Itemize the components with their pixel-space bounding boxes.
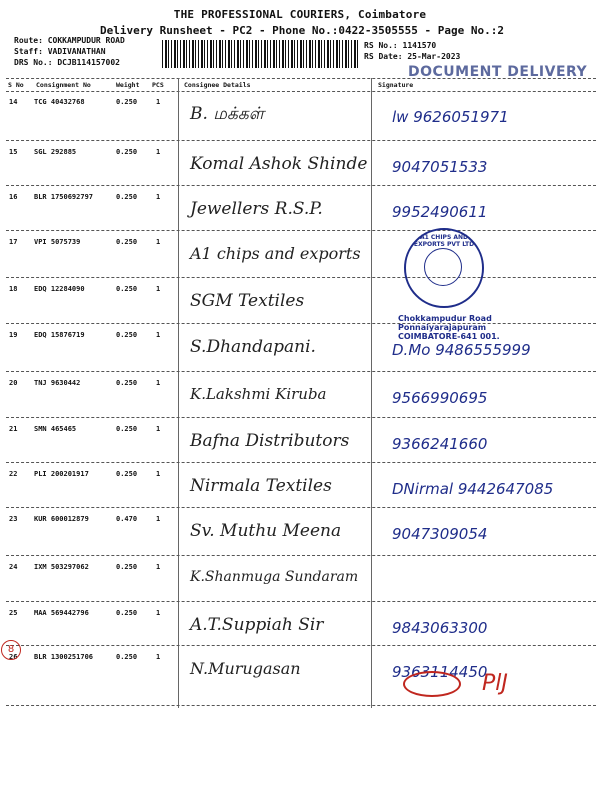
row-pcs: 1 xyxy=(156,563,161,571)
seal-inner-ring xyxy=(424,248,462,286)
row-pcs: 1 xyxy=(156,285,161,293)
row-consignment-no: IXM 503297062 xyxy=(34,563,89,571)
route-label: Route: COKKAMPUDUR ROAD xyxy=(14,36,125,45)
row-consignment-no: SMN 465465 xyxy=(34,425,77,433)
row-pcs: 1 xyxy=(156,238,161,246)
seal-text: A1 CHIPS AND EXPORTS PVT LTD xyxy=(413,234,475,248)
row-pcs: 1 xyxy=(156,331,161,339)
row-weight: 0.250 xyxy=(116,653,138,661)
row-sno: 25 xyxy=(9,609,18,617)
row-consignee: S.Dhandapani. xyxy=(190,337,316,357)
row-consignee: SGM Textiles xyxy=(190,291,305,311)
row-consignment-no: KUR 600012879 xyxy=(34,515,89,523)
row-divider xyxy=(6,140,596,141)
rs-number: RS No.: 1141570 xyxy=(364,41,437,50)
row-weight: 0.250 xyxy=(116,193,138,201)
row-signature: 9952490611 xyxy=(392,203,488,221)
row-weight: 0.250 xyxy=(116,470,138,478)
row-sno: 14 xyxy=(9,98,18,106)
row-signature: D.Mo 9486555999 xyxy=(392,341,531,359)
row-weight: 0.250 xyxy=(116,285,138,293)
row-weight: 0.250 xyxy=(116,563,138,571)
document-title: THE PROFESSIONAL COURIERS, Coimbatore xyxy=(173,8,427,21)
row-signature: lw 9626051971 xyxy=(392,108,509,126)
row-sno: 15 xyxy=(9,148,18,156)
col-pcs: PCS xyxy=(152,81,164,89)
row-consignment-no: BLR 1300251706 xyxy=(34,653,94,661)
row-consignment-no: TNJ 9630442 xyxy=(34,379,81,387)
row-sno: 23 xyxy=(9,515,18,523)
row-pcs: 1 xyxy=(156,653,161,661)
row-consignee: Sv. Muthu Meena xyxy=(190,521,342,541)
row-consignee: K.Shanmuga Sundaram xyxy=(190,569,359,585)
barcode xyxy=(162,40,358,68)
row-divider xyxy=(6,555,596,556)
row-sno: 21 xyxy=(9,425,18,433)
row-divider xyxy=(6,323,596,324)
document-delivery-stamp: DOCUMENT DELIVERY xyxy=(408,64,588,80)
staff-label: Staff: VADIVANATHAN xyxy=(14,47,106,56)
row-weight: 0.250 xyxy=(116,238,138,246)
row-consignee: B. மக்கள் xyxy=(190,104,265,124)
document-subtitle: Delivery Runsheet - PC2 - Phone No.:0422-3505555 - Page No.:2 xyxy=(100,24,504,37)
row-consignment-no: SGL 292885 xyxy=(34,148,77,156)
row-divider xyxy=(6,705,596,706)
row-weight: 0.250 xyxy=(116,148,138,156)
table-header xyxy=(6,79,596,91)
row-divider xyxy=(6,507,596,508)
row-sno: 18 xyxy=(9,285,18,293)
meta-right xyxy=(364,40,460,62)
header-top-rule xyxy=(6,78,596,79)
row-pcs: 1 xyxy=(156,379,161,387)
col-consignee: Consignee Details xyxy=(184,81,251,89)
col-signature: Signature xyxy=(378,81,414,89)
row-consignment-no: VPI 5075739 xyxy=(34,238,81,246)
company-seal xyxy=(404,228,484,308)
row-divider xyxy=(6,417,596,418)
red-signature-text: PlJ xyxy=(482,671,508,696)
row-consignee: Bafna Distributors xyxy=(190,431,350,451)
row-signature: 9047309054 xyxy=(392,525,488,543)
row-divider xyxy=(6,462,596,463)
consignee-column-border xyxy=(178,78,179,708)
stamp-line-3: COIMBATORE-641 001. xyxy=(398,332,500,341)
stamp-line-2: Ponnaiyarajapuram xyxy=(398,323,487,332)
row-consignee: A1 chips and exports xyxy=(190,244,361,263)
row-weight: 0.250 xyxy=(116,609,138,617)
row-pcs: 1 xyxy=(156,193,161,201)
circled-number: 8 xyxy=(1,640,21,660)
row-pcs: 1 xyxy=(156,470,161,478)
row-divider xyxy=(6,601,596,602)
row-consignee: Komal Ashok Shinde xyxy=(190,154,368,174)
row-pcs: 1 xyxy=(156,98,161,106)
red-signature xyxy=(403,671,508,697)
header-bottom-rule xyxy=(6,91,596,92)
drs-label: DRS No.: DCJB114157002 xyxy=(14,58,120,67)
row-consignment-no: EDQ 15876719 xyxy=(34,331,85,339)
row-divider xyxy=(6,277,596,278)
row-sno: 26 xyxy=(9,653,18,661)
row-pcs: 1 xyxy=(156,148,161,156)
row-divider xyxy=(6,645,596,646)
row-signature: 9566990695 xyxy=(392,389,488,407)
row-consignee: Nirmala Textiles xyxy=(190,476,332,496)
row-sno: 17 xyxy=(9,238,18,246)
row-consignment-no: MAA 569442796 xyxy=(34,609,89,617)
address-stamp xyxy=(398,314,500,341)
row-sno: 22 xyxy=(9,470,18,478)
row-consignment-no: PLI 200201917 xyxy=(34,470,89,478)
row-consignee: K.Lakshmi Kiruba xyxy=(190,385,327,403)
row-weight: 0.470 xyxy=(116,515,138,523)
row-consignee: A.T.Suppiah Sir xyxy=(190,615,324,635)
row-pcs: 1 xyxy=(156,515,161,523)
row-divider xyxy=(6,185,596,186)
signature-column-border xyxy=(371,78,372,708)
row-pcs: 1 xyxy=(156,609,161,617)
row-signature: 9843063300 xyxy=(392,619,488,637)
row-weight: 0.250 xyxy=(116,98,138,106)
row-sno: 19 xyxy=(9,331,18,339)
row-consignment-no: BLR 1750692797 xyxy=(34,193,94,201)
row-consignee: Jewellers R.S.P. xyxy=(190,199,323,219)
row-divider xyxy=(6,371,596,372)
col-sno: S No xyxy=(8,81,24,89)
col-consignment: Consignment No xyxy=(36,81,91,89)
row-divider xyxy=(6,230,596,231)
col-weight: Weight xyxy=(116,81,140,89)
row-weight: 0.250 xyxy=(116,379,138,387)
rs-date: RS Date: 25-Mar-2023 xyxy=(364,52,461,61)
row-consignment-no: EDQ 12284090 xyxy=(34,285,85,293)
row-signature: 9047051533 xyxy=(392,158,488,176)
meta-left xyxy=(14,35,125,68)
stamp-line-1: Chokkampudur Road xyxy=(398,314,492,323)
row-pcs: 1 xyxy=(156,425,161,433)
row-signature: 9363114450 xyxy=(392,663,488,681)
row-sno: 24 xyxy=(9,563,18,571)
row-weight: 0.250 xyxy=(116,425,138,433)
row-signature: 9366241660 xyxy=(392,435,488,453)
row-sno: 16 xyxy=(9,193,18,201)
row-consignment-no: TCG 40432768 xyxy=(34,98,85,106)
row-consignee: N.Murugasan xyxy=(190,659,301,678)
row-signature: DNirmal 9442647085 xyxy=(392,480,554,498)
row-weight: 0.250 xyxy=(116,331,138,339)
row-sno: 20 xyxy=(9,379,18,387)
red-scribble-icon xyxy=(403,671,461,697)
